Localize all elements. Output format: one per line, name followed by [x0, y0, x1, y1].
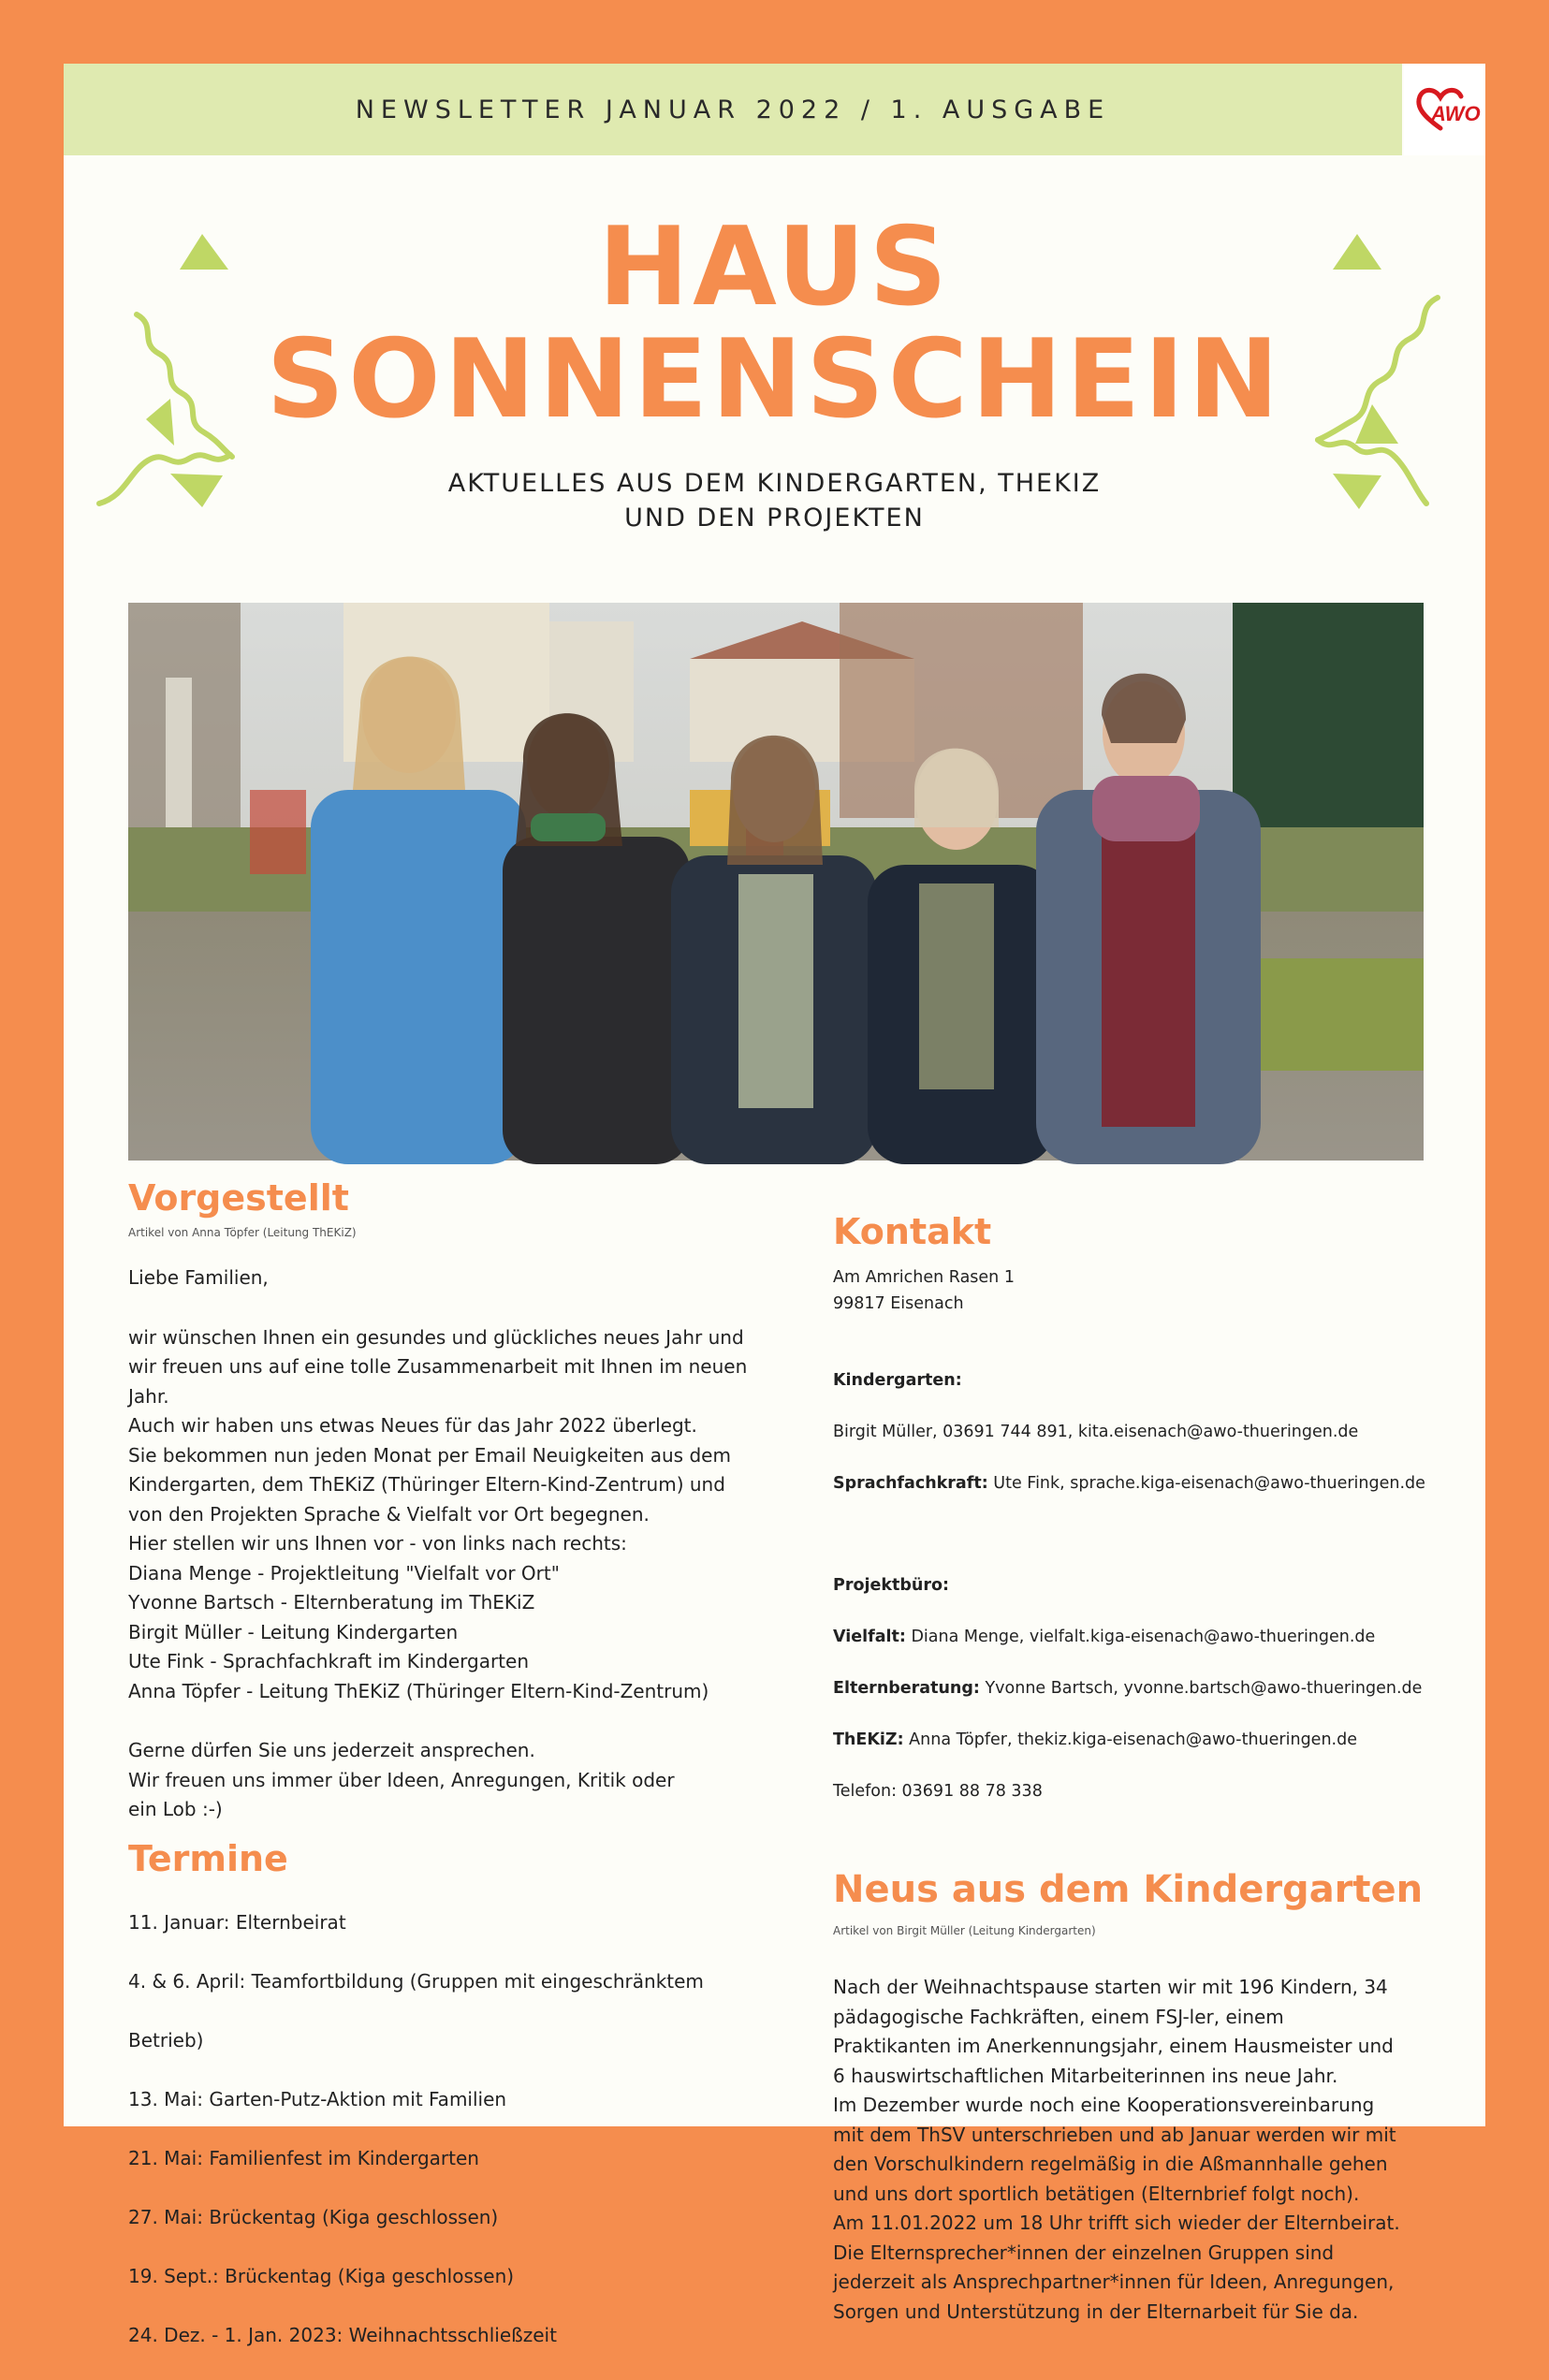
section-heading-termine: Termine [128, 1838, 821, 1879]
termine-list [128, 1879, 821, 2380]
closing-paragraph: Gerne dürfen Sie uns jederzeit ansprechen. Wir freuen uns immer über Ideen, Anregungen, Kritik oder ein Lob :-) [128, 1736, 821, 1825]
newsletter-page [64, 64, 1485, 2126]
contact-label: Vielfalt: [833, 1628, 906, 1646]
contact-kindergarten [833, 1342, 1479, 1523]
list-item: 27. Mai: Brückentag (Kiga geschlossen) [128, 2203, 821, 2233]
banner-text: NEWSLETTER JANUAR 2022 / 1. AUSGABE [356, 95, 1111, 124]
contact-line: Anna Töpfer, thekiz.kiga-eisenach@awo-thueringen.de [904, 1730, 1357, 1749]
logo-text: AWO [1430, 102, 1481, 125]
subtitle-line-2: UND DEN PROJEKTEN [64, 501, 1485, 535]
contact-projektbuero [833, 1548, 1479, 1832]
title-line-2: SONNENSCHEIN [64, 316, 1485, 443]
byline-neues: Artikel von Birgit Müller (Leitung Kindergarten) [833, 1924, 1479, 1937]
newsletter-banner [64, 64, 1402, 155]
contact-line: Ute Fink, sprache.kiga-eisenach@awo-thueringen.de [988, 1474, 1425, 1493]
contact-line: Birgit Müller, 03691 744 891, kita.eisenach@awo-thueringen.de [833, 1420, 1479, 1446]
list-item: 4. & 6. April: Teamfortbildung (Gruppen mit eingeschränktem [128, 1967, 821, 1997]
list-item: 24. Dez. - 1. Jan. 2023: Weihnachtsschließzeit [128, 2321, 821, 2351]
contact-line: Diana Menge, vielfalt.kiga-eisenach@awo-thueringen.de [906, 1628, 1375, 1646]
contact-label: Sprachfachkraft: [833, 1474, 988, 1493]
contact-phone: Telefon: 03691 88 78 338 [833, 1779, 1479, 1805]
subtitle-line-1: AKTUELLES AUS DEM KINDERGARTEN, THEKIZ [64, 466, 1485, 501]
contact-line: Yvonne Bartsch, yvonne.bartsch@awo-thueringen.de [980, 1679, 1422, 1698]
list-item: 13. Mai: Garten-Putz-Aktion mit Familien [128, 2085, 821, 2115]
team-photo [128, 603, 1424, 1161]
contact-label: ThEKiZ: [833, 1730, 904, 1749]
section-heading-vorgestellt: Vorgestellt [128, 1177, 821, 1219]
contact-label: Projektbüro: [833, 1573, 1479, 1599]
list-item: 19. Sept.: Brückentag (Kiga geschlossen) [128, 2262, 821, 2292]
left-column [128, 1177, 821, 2380]
right-column [833, 1211, 1479, 2327]
contact-label: Elternberatung: [833, 1679, 980, 1698]
list-item: 11. Januar: Elternbeirat [128, 1908, 821, 1938]
awo-logo [1404, 64, 1485, 155]
greeting: Liebe Familien, [128, 1263, 821, 1293]
contact-label: Kindergarten: [833, 1368, 1479, 1394]
section-heading-kontakt: Kontakt [833, 1211, 1479, 1252]
byline-vorgestellt: Artikel von Anna Töpfer (Leitung ThEKiZ) [128, 1226, 821, 1239]
list-item: 21. Mai: Familienfest im Kindergarten [128, 2144, 821, 2174]
section-heading-neues: Neus aus dem Kindergarten [833, 1868, 1479, 1911]
intro-paragraph: wir wünschen Ihnen ein gesundes und glückliches neues Jahr und wir freuen uns auf eine tolle Zusammenarbeit mit Ihnen im neuen Jahr. Auch wir haben uns etwas Neues für das Jahr 2022 überlegt. Sie bekommen nun jeden Monat per Email Neuigkeiten aus dem Kindergarten, dem ThEKiZ (Thüringer Eltern-Kind-Zentrum) und von den Projekten Sprache & Vielfalt vor Ort begegnen. Hier stellen wir uns Ihnen vor - von links nach rechts: Diana Menge - Projektleitung "Vielfalt vor Ort" Yvonne Bartsch - Elternberatung im ThEKiZ Birgit Müller - Leitung Kindergarten Ute Fink - Sprachfachkraft im Kindergarten Anna Töpfer - Leitung ThEKiZ (Thüringer Eltern-Kind-Zentrum) [128, 1323, 821, 1707]
neues-paragraph: Nach der Weihnachtspause starten wir mit 196 Kindern, 34 pädagogische Fachkräften, einem FSJ-ler, einem Praktikanten im Anerkennungsjahr, einem Hausmeister und 6 hauswirtschaftlichen Mitarbeiterinnen ins neue Jahr. Im Dezember wurde noch eine Kooperationsvereinbarung mit dem ThSV unterschrieben und ab Januar werden wir mit den Vorschulkindern regelmäßig in die Aßmannhalle gehen und uns dort sportlich betätigen (Elternbrief folgt noch). Am 11.01.2022 um 18 Uhr trifft sich wieder der Elternbeirat. Die Elternsprecher*innen der einzelnen Gruppen sind jederzeit als Ansprechpartner*innen für Ideen, Anregungen, Sorgen und Unterstützung in der Elternarbeit für Sie da. [833, 1973, 1479, 2327]
contact-address: Am Amrichen Rasen 1 99817 Eisenach [833, 1265, 1479, 1317]
title-line-1: HAUS [64, 204, 1485, 330]
list-item: Betrieb) [128, 2026, 821, 2056]
heart-icon [1412, 81, 1478, 138]
subtitle [64, 466, 1485, 535]
